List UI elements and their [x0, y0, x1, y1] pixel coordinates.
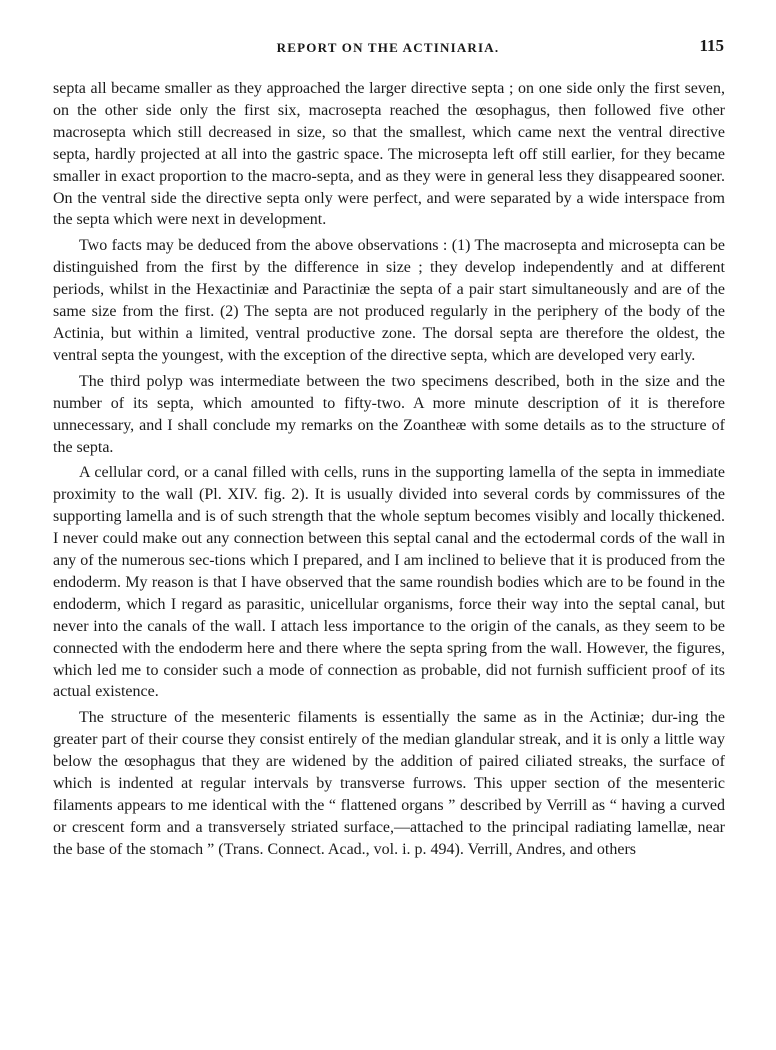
page-number: 115 — [699, 36, 724, 55]
paragraph: Two facts may be deduced from the above observations : (1) The macrosepta and microsepta can be distinguished from the first by the difference in size ; they develop independently and at different periods, whilst in the Hexactiniæ and Paractiniæ the septa of a pair start simultaneously and are of the same size from the first. (2) The septa are not produced regularly in the periphery of the body of the Actinia, but within a limited, ventral productive zone. The dorsal septa are therefore the oldest, the ventral septa the youngest, with the exception of the directive septa, which are developed very early. — [53, 237, 725, 364]
running-title: REPORT ON THE ACTINIARIA. — [276, 40, 500, 55]
paragraph-continued: septa all became smaller as they approached the larger directive septa ; on one side only the first seven, on the other side only the first six, macrosepta reached the œsophagus, then followed five other macrosepta which still decreased in size, so that the smallest, which came next the ventral directive septa, hardly projected at all into the gastric space. The microsepta left off still earlier, for they became smaller in exact proportion to the macro-septa, and as they were in general less they disappeared sooner. On the ventral side the directive septa only were perfect, and were separated by a wide interspace from the septa which were next in development. — [53, 80, 725, 229]
body-text — [53, 78, 725, 865]
running-header — [0, 36, 776, 60]
paragraph: The structure of the mesenteric filaments is essentially the same as in the Actiniæ; dur-ing the greater part of their course they consist entirely of the median glandular streak, and it is only a little way below the œsophagus that they are widened by the addition of paired ciliated streaks, the surface of which is indented at regular intervals by transverse furrows. This upper section of the mesenteric filaments appears to me identical with the “ flattened organs ” described by Verrill as “ having a curved or crescent form and a transversely striated surface,—attached to the principal radiating lamellæ, near the base of the stomach ” (Trans. Connect. Acad., vol. i. p. 494). Verrill, Andres, and others — [53, 709, 725, 858]
paragraph: A cellular cord, or a canal filled with cells, runs in the supporting lamella of the septa in immediate proximity to the wall (Pl. XIV. fig. 2). It is usually divided into several cords by commissures of the supporting lamella and is of such strength that the whole septum becomes visibly and locally thickened. I never could make out any connection between this septal canal and the ectodermal cords of the wall in any of the numerous sec-tions which I prepared, and I am inclined to believe that it is produced from the endoderm. My reason is that I have observed that the same roundish bodies which are to be found in the endoderm, which I regard as parasitic, unicellular organisms, force their way into the septal canal, but never into the canals of the wall. I attach less importance to the origin of the canals, as they seem to be connected with the endoderm here and there where the septa spring from the wall. However, the figures, which led me to consider such a mode of connection as probable, did not furnish sufficient proof of its actual existence. — [53, 464, 725, 701]
paragraph: The third polyp was intermediate between the two specimens described, both in the size and the number of its septa, which amounted to fifty-two. A more minute description of it is therefore unnecessary, and I shall conclude my remarks on the Zoantheæ with some details as to the structure of the septa. — [53, 372, 725, 456]
